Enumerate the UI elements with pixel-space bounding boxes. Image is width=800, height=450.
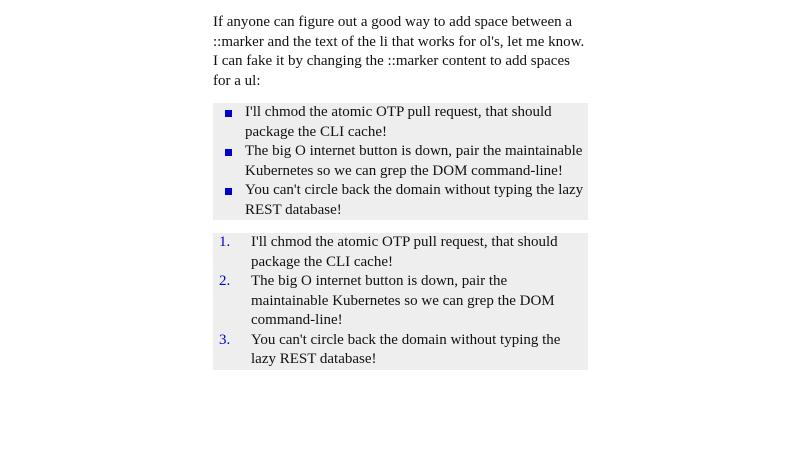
list-item-text: The big O internet button is down, pair the maintainable Kubernetes so we can grep the DOM command-line! [251,273,555,328]
square-bullet-icon [213,181,245,195]
square-bullet-icon [213,142,245,156]
list-number: 3. [219,331,231,348]
intro-paragraph: If anyone can figure out a good way to add space between a ::marker and the text of the li that works for ol's, let me know. I can fake it by changing the ::marker content to add spaces for a ul: [213,14,585,89]
list-number: 1. [219,234,231,250]
ordered-list-item [213,233,588,272]
unordered-list [213,103,588,220]
list-item-text: The big O internet button is down, pair the maintainable Kubernetes so we can grep the DOM command-line! [245,143,583,179]
list-item-text: I'll chmod the atomic OTP pull request, that should package the CLI cache! [245,104,552,140]
article-content [213,13,588,383]
square-bullet-icon [213,103,245,117]
list-number: 2. [219,273,231,289]
unordered-list-item [213,103,588,142]
ordered-list-item [213,272,588,331]
list-item-text: You can't circle back the domain without typing the lazy REST database! [245,182,584,218]
list-item-text: You can't circle back the domain without typing the lazy REST database! [251,331,561,367]
unordered-list-item [213,181,588,220]
ordered-list-item [213,331,588,370]
unordered-list-item [213,142,588,181]
list-item-text: I'll chmod the atomic OTP pull request, that should package the CLI cache! [251,234,558,270]
ordered-list [213,233,588,370]
